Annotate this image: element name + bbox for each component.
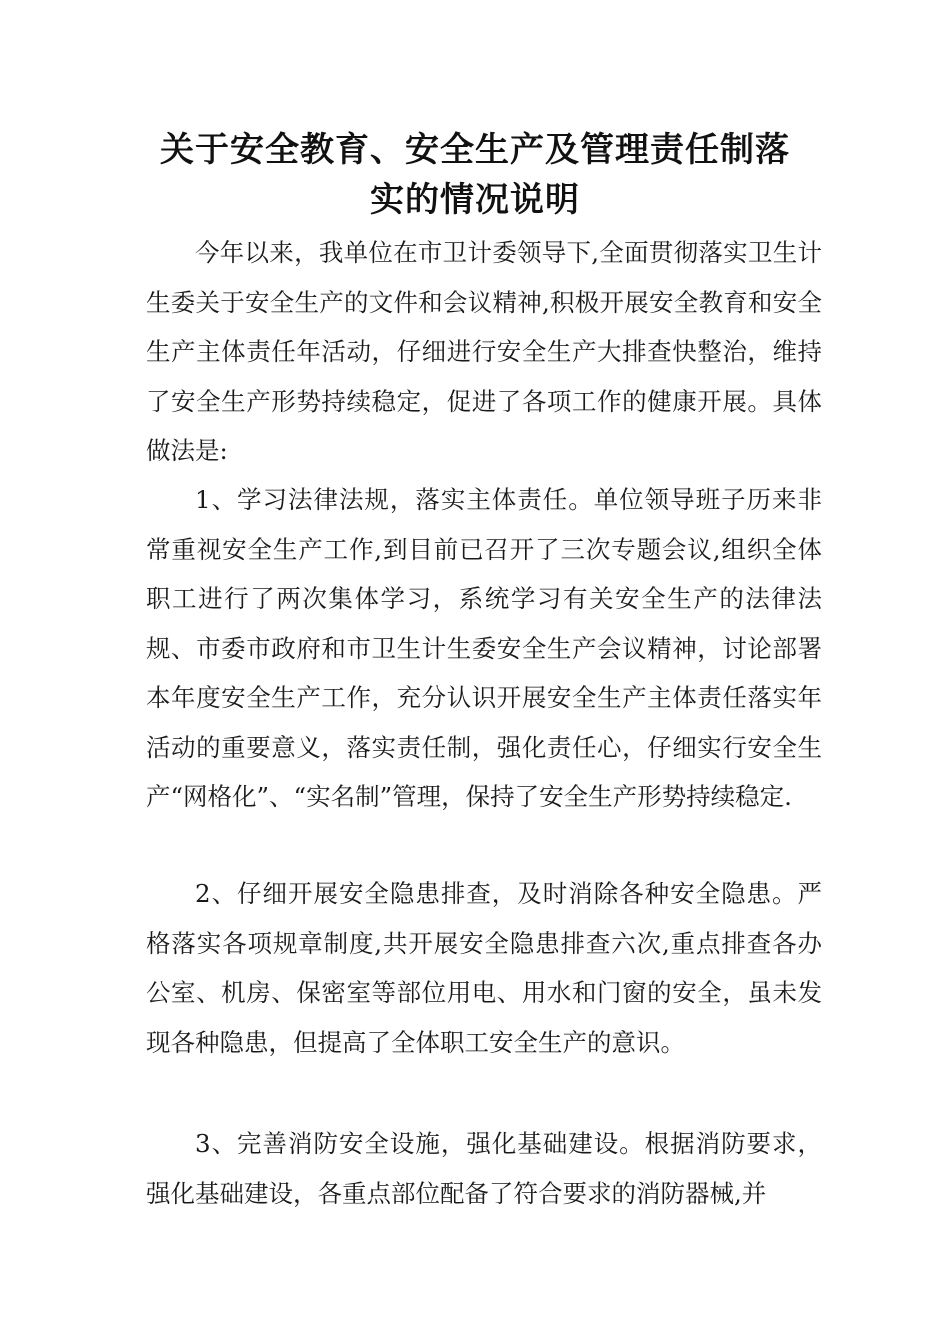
document-title-line-1: 关于安全教育、安全生产及管理责任制落 bbox=[160, 130, 790, 170]
paragraph-text: 2、仔细开展安全隐患排查，及时消除各种安全隐患。严格落实各项规章制度,共开展安全隐患排查六次,重点排查各办公室、机房、保密室等部位用电、用水和门窗的安全，虽未发现各种隐患，但提高了全体职工安全生产的意识。 bbox=[146, 879, 822, 1057]
paragraph-item-2 bbox=[146, 869, 822, 1067]
paragraph-text: 今年以来，我单位在市卫计委领导下,全面贯彻落实卫生计生委关于安全生产的文件和会议精神,积极开展安全教育和安全生产主体责任年活动，仔细进行安全生产大排查快整治，维持了安全生产形势持续稳定，促进了各项工作的健康开展。具体做法是: bbox=[146, 238, 822, 465]
paragraph-intro bbox=[146, 228, 822, 476]
paragraph-text: 1、学习法律法规，落实主体责任。单位领导班子历来非常重视安全生产工作,到目前已召开了三次专题会议,组织全体职工进行了两次集体学习，系统学习有关安全生产的法律法规、市委市政府和市卫生计生委安全生产会议精神，讨论部署本年度安全生产工作，充分认识开展安全生产主体责任落实年活动的重要意义，落实责任制，强化责任心，仔细实行安全生产“网格化”、“实名制”管理，保持了安全生产形势持续稳定. bbox=[146, 485, 822, 811]
paragraph-item-1 bbox=[146, 475, 822, 822]
paragraph-text: 3、完善消防安全设施，强化基础建设。根据消防要求，强化基础建设，各重点部位配备了符合要求的消防器械,并 bbox=[146, 1129, 822, 1208]
document-title-line-2: 实的情况说明 bbox=[370, 180, 580, 220]
paragraph-item-3 bbox=[146, 1119, 822, 1218]
